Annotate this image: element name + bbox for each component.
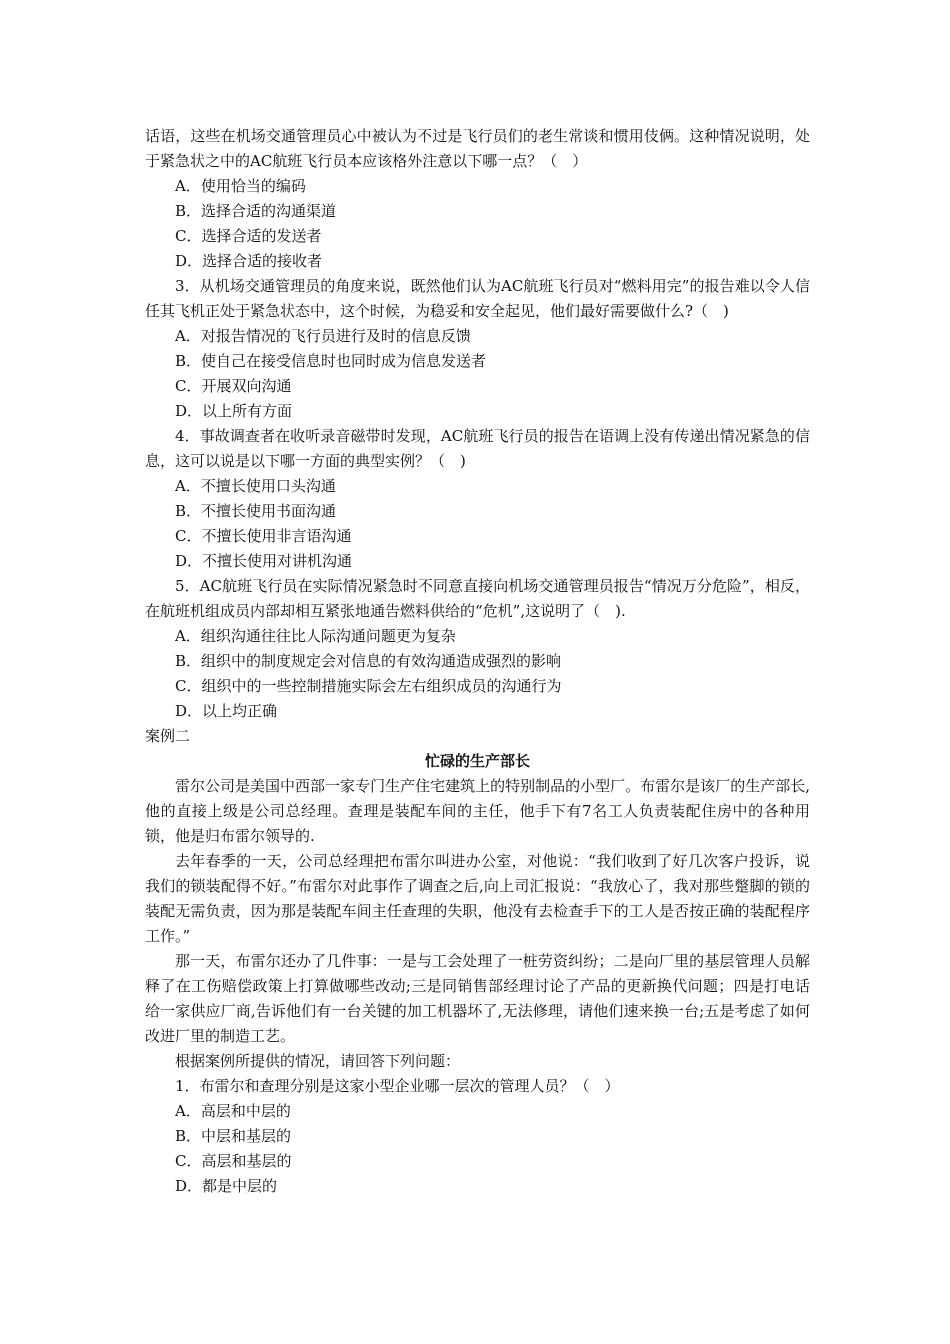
question-3-option-a: A．对报告情况的飞行员进行及时的信息反馈 xyxy=(175,327,471,345)
case-question-1-option-a: A．高层和中层的 xyxy=(175,1102,291,1120)
question-5-stem: 5．AC航班飞行员在实际情况紧急时不同意直接向机场交通管理员报告“情况万分危险”，相反，在航班机组成员内部却相互紧张地通告燃料供给的“危机”,这说明了（ ). xyxy=(145,577,810,620)
case-question-1-option-b: B．中层和基层的 xyxy=(175,1127,292,1145)
case-title: 忙碌的生产部长 xyxy=(424,752,530,770)
question-2-stem-continued: 话语，这些在机场交通管理员心中被认为不过是飞行员们的老生常谈和惯用伎俩。这种情况说明，处于紧急状之中的AC航班飞行员本应该格外注意以下哪一点？（ ） xyxy=(145,127,810,170)
question-3-option-c: C．开展双向沟通 xyxy=(175,377,292,395)
case-question-1-option-c: C．高层和基层的 xyxy=(175,1152,292,1170)
question-2-option-b: B．选择合适的沟通渠道 xyxy=(175,202,337,220)
question-5-option-d: D．以上均正确 xyxy=(175,702,278,720)
case-question-1-stem: 1．布雷尔和查理分别是这家小型企业哪一层次的管理人员？（ ） xyxy=(175,1077,620,1095)
case-paragraph-2: 去年春季的一天，公司总经理把布雷尔叫进办公室，对他说：“我们收到了好几次客户投诉，说我们的锁装配得不好。”布雷尔对此事作了调查之后,向上司汇报说：“我放心了，我对那些蹩脚的锁的装配无需负责，因为那是装配车间主任查理的失职，他没有去检查手下的工人是否按正确的装配程序工作。” xyxy=(145,852,810,945)
question-5-option-c: C．组织中的一些控制措施实际会左右组织成员的沟通行为 xyxy=(175,677,562,695)
question-4-option-d: D．不擅长使用对讲机沟通 xyxy=(175,552,353,570)
document-page xyxy=(145,124,810,1199)
question-5-option-b: B．组织中的制度规定会对信息的有效沟通造成强烈的影响 xyxy=(175,652,562,670)
question-4-stem: 4．事故调查者在收听录音磁带时发现，AC航班飞行员的报告在语调上没有传递出情况紧急的信息，这可以说是以下哪一方面的典型实例？（ ) xyxy=(145,427,810,470)
question-3-option-d: D．以上所有方面 xyxy=(175,402,293,420)
question-3-option-b: B．使自己在接受信息时也同时成为信息发送者 xyxy=(175,352,487,370)
question-3-stem: 3．从机场交通管理员的角度来说，既然他们认为AC航班飞行员对“燃料用完”的报告难以令人信任其飞机正处于紧急状态中，这个时候，为稳妥和安全起见，他们最好需要做什么?（ ) xyxy=(145,277,810,320)
question-2-option-d: D．选择合适的接收者 xyxy=(175,252,323,270)
question-2-option-a: A．使用恰当的编码 xyxy=(175,177,306,195)
case-paragraph-4: 根据案例所提供的情况，请回答下列问题： xyxy=(175,1052,461,1070)
case-paragraph-3: 那一天，布雷尔还办了几件事：一是与工会处理了一桩劳资纠纷；二是向厂里的基层管理人员解释了在工伤赔偿政策上打算做哪些改动;三是同销售部经理讨论了产品的更新换代问题；四是打电话给一家供应厂商,告诉他们有一台关键的加工机器坏了,无法修理，请他们速来换一台;五是考虑了如何改进厂里的制造工艺。 xyxy=(145,952,810,1045)
question-2-option-c: C．选择合适的发送者 xyxy=(175,227,322,245)
question-5-option-a: A．组织沟通往往比人际沟通问题更为复杂 xyxy=(175,627,456,645)
question-4-option-c: C．不擅长使用非言语沟通 xyxy=(175,527,352,545)
question-4-option-b: B．不擅长使用书面沟通 xyxy=(175,502,337,520)
case-question-1-option-d: D．都是中层的 xyxy=(175,1177,278,1195)
question-4-option-a: A．不擅长使用口头沟通 xyxy=(175,477,336,495)
case-label: 案例二 xyxy=(145,727,191,745)
case-paragraph-1: 雷尔公司是美国中西部一家专门生产住宅建筑上的特别制品的小型厂。布雷尔是该厂的生产部长,他的直接上级是公司总经理。查理是装配车间的主任，他手下有7名工人负责装配住房中的各种用锁，他是归布雷尔领导的. xyxy=(145,777,810,845)
